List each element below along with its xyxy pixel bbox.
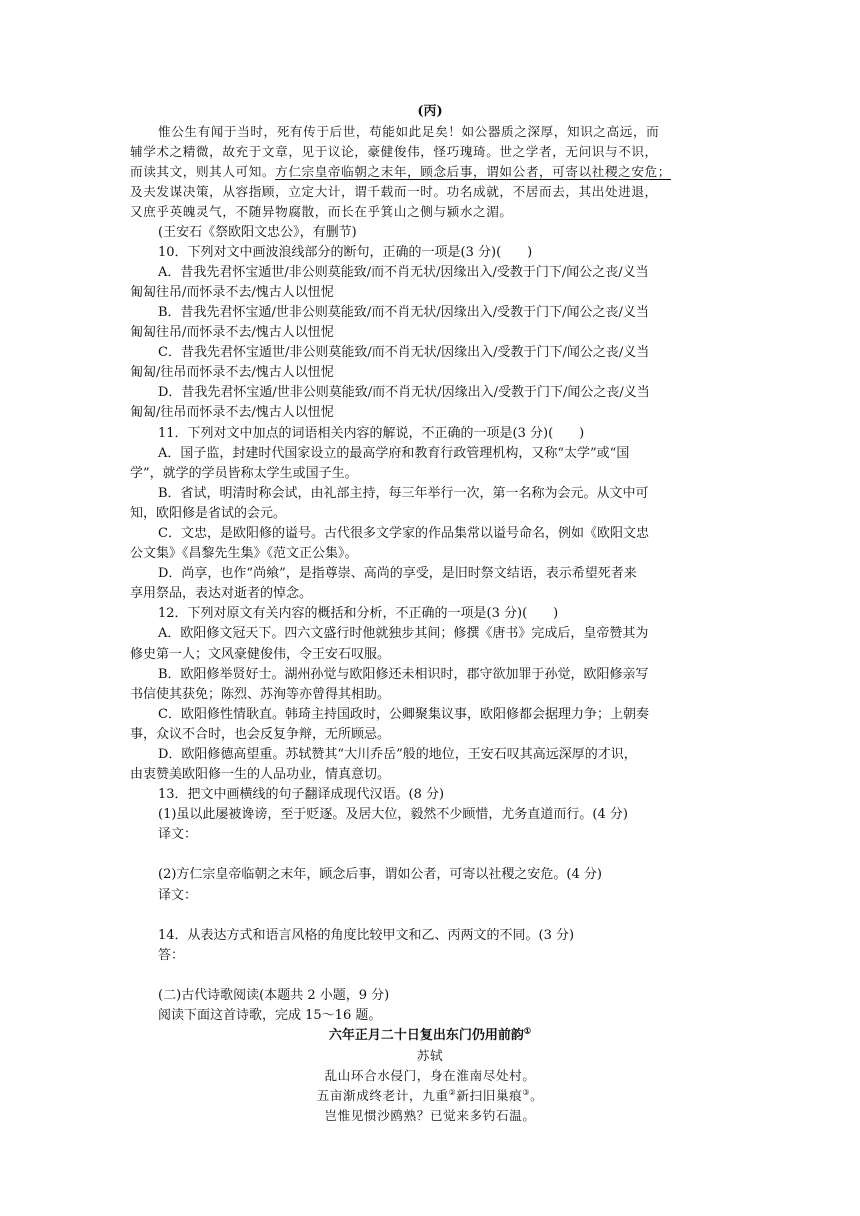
poem-title [130, 1026, 730, 1046]
option-b-cont: 知，欧阳修是省试的会元。 [130, 505, 287, 521]
option-d-cont: 享用祭品，表达对逝者的悼念。 [130, 586, 313, 602]
question-stem: 10．下列对文中画波浪线部分的断句，正确的一项是(3 分)( ) [158, 244, 533, 260]
poetry-section [130, 986, 730, 1127]
option-d-cont: 由衷赞美欧阳修一生的人品功业，情真意切。 [130, 767, 391, 783]
question-stem: 12．下列对原文有关内容的概括和分析，不正确的一项是(3 分)( ) [158, 606, 559, 622]
question-stem: 11．下列对文中加点的词语相关内容的解说，不正确的一项是(3 分)( ) [158, 425, 585, 441]
option-d: D．尚享，也作“尚飨”，是指尊崇、高尚的享受，是旧时祭文结语，表示希望死者来 [158, 566, 637, 582]
option-b-cont: 匍匐往吊/而怀录不去/愧古人以忸怩 [130, 325, 334, 341]
passage-line [130, 162, 730, 182]
question-stem: 14．从表达方式和语言风格的角度比较甲文和乙、丙两文的不同。(3 分) [158, 927, 575, 943]
poem-title-text: 六年正月二十日复出东门仍用前韵 [328, 1028, 524, 1044]
instruction: 阅读下面这首诗歌，完成 15～16 题。 [158, 1007, 382, 1023]
passage-source: (王安石《祭欧阳文忠公》，有删节) [158, 224, 357, 240]
question-11 [130, 424, 730, 605]
footnote-mark: ③ [522, 1088, 531, 1098]
question-12 [130, 604, 730, 785]
option-c-cont: 事，众议不合时，也会反复争辩，无所顾忌。 [130, 726, 391, 742]
passage-c [130, 122, 730, 243]
question-14 [130, 926, 730, 986]
option-b: B．昔我先君怀宝遁/世非公则莫能致/而不肖无状/因缘出入/受教于门下/闻公之丧/义当 [158, 304, 649, 320]
option-b: B．省试，明清时称会试，由礼部主持，每三年举行一次，第一名称为会元。从文中可 [158, 485, 649, 501]
option-c: C．文忠，是欧阳修的谥号。古代很多文学家的作品集常以谥号命名，例如《欧阳文忠 [158, 525, 649, 541]
passage-line: 惟公生有闻于当时，死有传于后世，苟能如此足矣！如公器质之深厚，知识之高远，而 [158, 124, 660, 140]
footnote-mark: ② [448, 1088, 457, 1098]
answer-label: 译文： [158, 827, 198, 843]
section-heading: (丙) [417, 104, 443, 119]
answer-label: 答： [158, 947, 185, 963]
question-13 [130, 785, 730, 925]
underlined-sentence: 方仁宗皇帝临朝之末年，顾念后事，谓如公者，可寄以社稷之安危； [275, 164, 671, 180]
passage-line: 又庶乎英魄灵气，不随异物腐散，而长在乎箕山之侧与颍水之湄。 [130, 204, 513, 220]
option-a-cont: 修史第一人；文风豪健俊伟，令王安石叹服。 [130, 646, 391, 662]
poem-line [130, 1086, 730, 1106]
sentence-1: (1)虽以此屡被谗谤，至于贬逐。及居大位，毅然不少顾惜，尤务直道而行。(4 分) [158, 807, 628, 823]
sentence-2: (2)方仁宗皇帝临朝之末年，顾念后事，谓如公者，可寄以社稷之安危。(4 分) [158, 867, 602, 883]
question-stem: 13．把文中画横线的句子翻译成现代汉语。(8 分) [158, 787, 445, 803]
poem-line: 乱山环合水侵门，身在淮南尽处村。 [324, 1068, 536, 1084]
option-a-cont: 匍匐往吊/而怀录不去/愧古人以忸怩 [130, 284, 334, 300]
passage-text: 而读其文，则其人可知。 [130, 164, 276, 180]
section-title: (二)古代诗歌阅读(本题共 2 小题，9 分) [158, 987, 390, 1003]
option-d: D．欧阳修德高望重。苏轼赞其“大川乔岳”般的地位，王安石叹其高远深厚的才识， [158, 747, 637, 762]
answer-space [130, 845, 730, 865]
option-c-cont: 公文集》《昌黎先生集》《范文正公集》。 [130, 546, 358, 562]
passage-line: 辅学术之精微，故充于文章，见于议论，豪健俊伟，怪巧瑰琦。世之学者，无问识与不识， [130, 144, 658, 160]
option-c: C．昔我先君怀宝遁世/非公则莫能致/而不肖无状/因缘出入/受教于门下/闻公之丧/义当 [158, 345, 650, 361]
option-d: D．昔我先君怀宝遁/世非公则莫能致/而不肖无状/因缘出入/受教于门下/闻公之丧/义当 [158, 385, 650, 401]
answer-label: 译文： [158, 887, 198, 903]
poem-text: 新扫旧巢痕 [456, 1088, 523, 1104]
option-c-cont: 匍匐/往吊而怀录不去/愧古人以忸怩 [130, 365, 334, 381]
poem-text: 五亩渐成终老计，九重 [316, 1088, 449, 1104]
option-b: B．欧阳修举贤好士。湖州孙觉与欧阳修还未相识时，郡守欲加罪于孙觉，欧阳修亲写 [158, 666, 649, 682]
option-a: A．昔我先君怀宝遁世/非公则莫能致/而不肖无状/因缘出入/受教于门下/闻公之丧/义当 [158, 264, 649, 280]
option-a: A．欧阳修文冠天下。四六文盛行时他就独步其间；修撰《唐书》完成后，皇帝赞其为 [158, 626, 649, 642]
option-a-cont: 学”，就学的学员皆称太学生或国子生。 [130, 465, 358, 481]
answer-space [130, 966, 730, 986]
document-page [130, 102, 730, 1127]
footnote-mark: ① [523, 1026, 532, 1036]
question-10 [130, 243, 730, 424]
option-d-cont: 匍匐/往吊而怀录不去/愧古人以忸怩 [130, 405, 334, 421]
poem-line: 岂惟见惯沙鸥熟？已觉来多钓石温。 [324, 1108, 536, 1124]
option-a: A．国子监，封建时代国家设立的最高学府和教育行政管理机构，又称“太学”或“国 [158, 445, 630, 461]
passage-line: 及夫发谋决策，从容指顾，立定大计，谓千载而一时。功名成就，不居而去，其出处进退， [130, 184, 658, 200]
option-b-cont: 书信使其获免；陈烈、苏洵等亦曾得其相助。 [130, 686, 391, 702]
poem-text: 。 [530, 1088, 544, 1104]
option-c: C．欧阳修性情耿直。韩琦主持国政时，公卿聚集议事，欧阳修都会据理力争；上朝奏 [158, 706, 649, 722]
answer-space [130, 906, 730, 926]
poem-author: 苏轼 [416, 1048, 444, 1064]
